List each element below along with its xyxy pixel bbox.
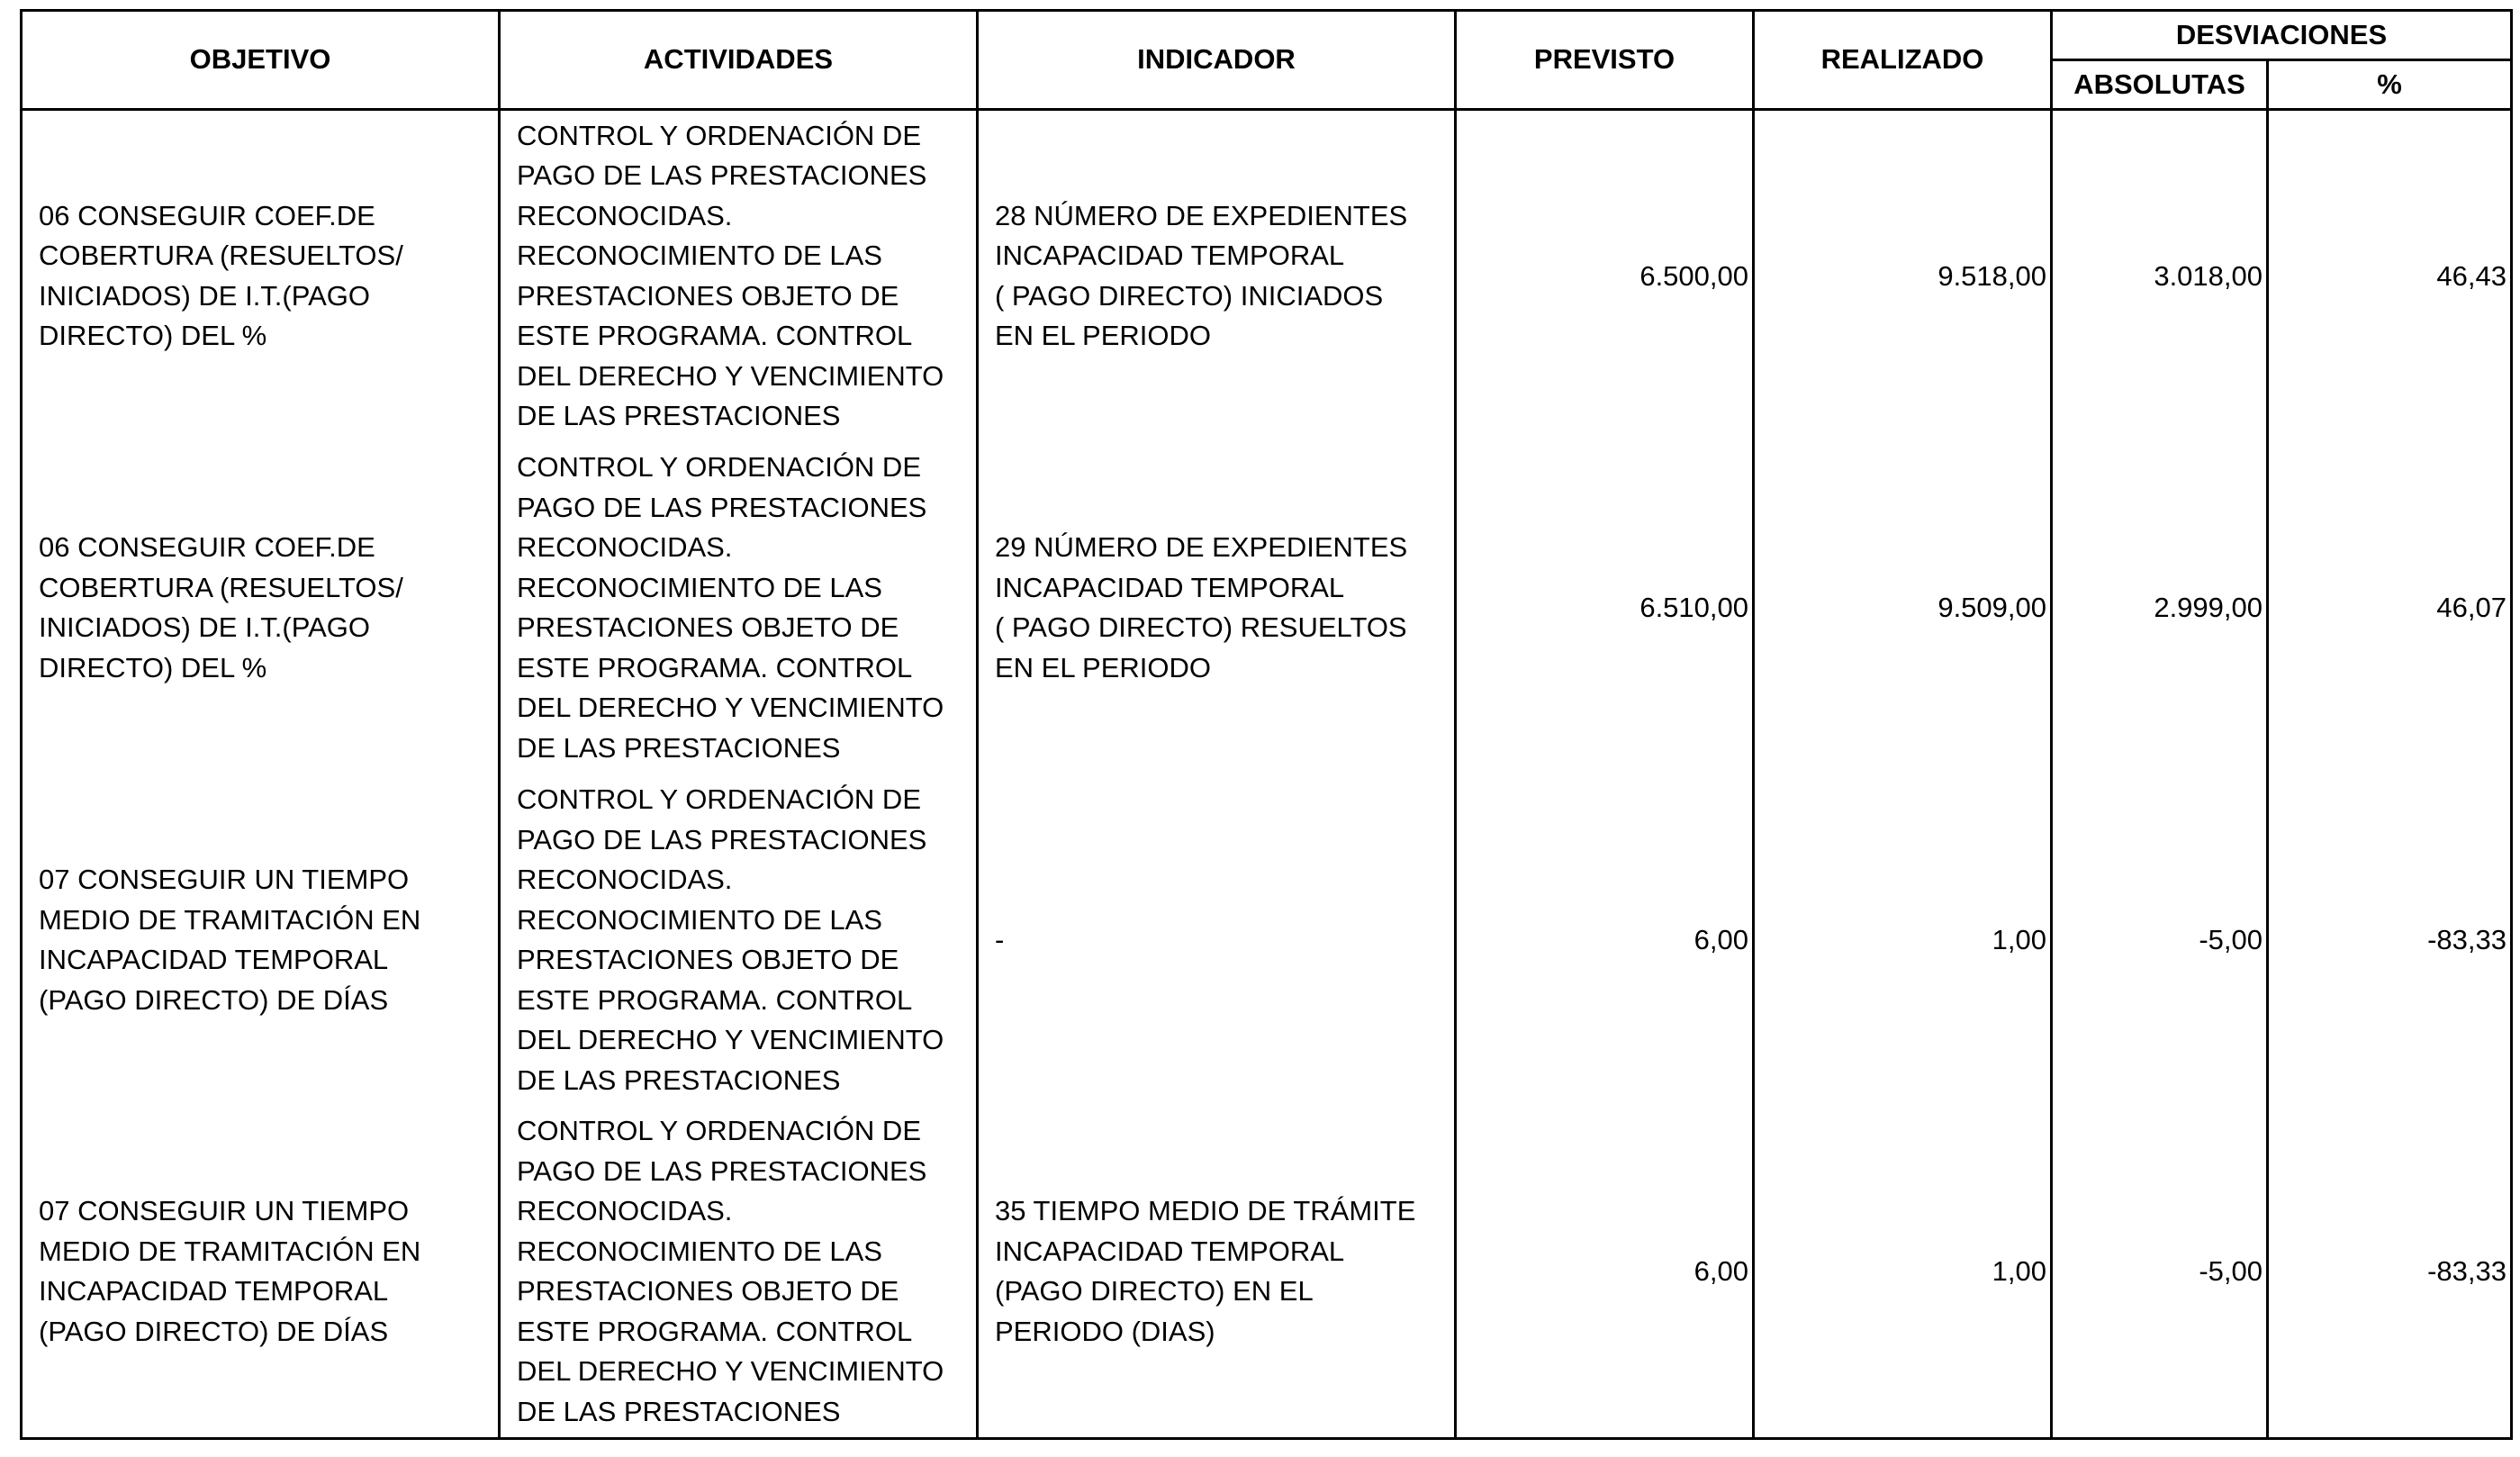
header-desviaciones: DESVIACIONES [2052,11,2512,60]
header-previsto: PREVISTO [1456,11,1754,110]
porcentaje-cell: 46,43 [2268,110,2512,442]
porcentaje-cell: 46,07 [2268,442,2512,774]
table-row [22,774,2512,1107]
actividades-cell: CONTROL Y ORDENACIÓN DE PAGO DE LAS PRESTACIONES RECONOCIDAS. RECONOCIMIENTO DE LAS PRESTACIONES OBJETO DE ESTE PROGRAMA. CONTROL DEL DERECHO Y VENCIMIENTO DE LAS PRESTACIONES [500,110,978,442]
previsto-cell: 6,00 [1456,774,1754,1107]
header-objetivo: OBJETIVO [22,11,500,110]
previsto-cell: 6,00 [1456,1107,1754,1439]
table-row [22,110,2512,442]
objetivo-cell: 06 CONSEGUIR COEF.DE COBERTURA (RESUELTOS/ INICIADOS) DE I.T.(PAGO DIRECTO) DEL % [22,110,500,442]
actividades-cell: CONTROL Y ORDENACIÓN DE PAGO DE LAS PRESTACIONES RECONOCIDAS. RECONOCIMIENTO DE LAS PRESTACIONES OBJETO DE ESTE PROGRAMA. CONTROL DEL DERECHO Y VENCIMIENTO DE LAS PRESTACIONES [500,774,978,1107]
actividades-cell: CONTROL Y ORDENACIÓN DE PAGO DE LAS PRESTACIONES RECONOCIDAS. RECONOCIMIENTO DE LAS PRESTACIONES OBJETO DE ESTE PROGRAMA. CONTROL DEL DERECHO Y VENCIMIENTO DE LAS PRESTACIONES [500,442,978,774]
header-indicador: INDICADOR [978,11,1456,110]
absolutas-cell: 2.999,00 [2052,442,2268,774]
previsto-cell: 6.510,00 [1456,442,1754,774]
objetivo-cell: 07 CONSEGUIR UN TIEMPO MEDIO DE TRAMITACIÓN EN INCAPACIDAD TEMPORAL (PAGO DIRECTO) DE DÍAS [22,1107,500,1439]
actividades-cell: CONTROL Y ORDENACIÓN DE PAGO DE LAS PRESTACIONES RECONOCIDAS. RECONOCIMIENTO DE LAS PRESTACIONES OBJETO DE ESTE PROGRAMA. CONTROL DEL DERECHO Y VENCIMIENTO DE LAS PRESTACIONES [500,1107,978,1439]
objetivo-cell: 06 CONSEGUIR COEF.DE COBERTURA (RESUELTOS/ INICIADOS) DE I.T.(PAGO DIRECTO) DEL % [22,442,500,774]
realizado-cell: 9.518,00 [1754,110,2052,442]
header-porcentaje: % [2268,60,2512,110]
table-body [22,110,2512,1439]
porcentaje-cell: -83,33 [2268,774,2512,1107]
header-actividades: ACTIVIDADES [500,11,978,110]
porcentaje-cell: -83,33 [2268,1107,2512,1439]
table-row [22,442,2512,774]
absolutas-cell: -5,00 [2052,1107,2268,1439]
realizado-cell: 9.509,00 [1754,442,2052,774]
indicador-cell: 29 NÚMERO DE EXPEDIENTES INCAPACIDAD TEMPORAL ( PAGO DIRECTO) RESUELTOS EN EL PERIODO [978,442,1456,774]
objectives-table [20,9,2513,1440]
indicador-cell: - [978,774,1456,1107]
header-realizado: REALIZADO [1754,11,2052,110]
indicador-cell: 35 TIEMPO MEDIO DE TRÁMITE INCAPACIDAD TEMPORAL (PAGO DIRECTO) EN EL PERIODO (DIAS) [978,1107,1456,1439]
header-absolutas: ABSOLUTAS [2052,60,2268,110]
realizado-cell: 1,00 [1754,774,2052,1107]
absolutas-cell: -5,00 [2052,774,2268,1107]
table-row [22,1107,2512,1439]
table-header [22,11,2512,110]
realizado-cell: 1,00 [1754,1107,2052,1439]
objetivo-cell: 07 CONSEGUIR UN TIEMPO MEDIO DE TRAMITACIÓN EN INCAPACIDAD TEMPORAL (PAGO DIRECTO) DE DÍAS [22,774,500,1107]
absolutas-cell: 3.018,00 [2052,110,2268,442]
previsto-cell: 6.500,00 [1456,110,1754,442]
indicador-cell: 28 NÚMERO DE EXPEDIENTES INCAPACIDAD TEMPORAL ( PAGO DIRECTO) INICIADOS EN EL PERIODO [978,110,1456,442]
